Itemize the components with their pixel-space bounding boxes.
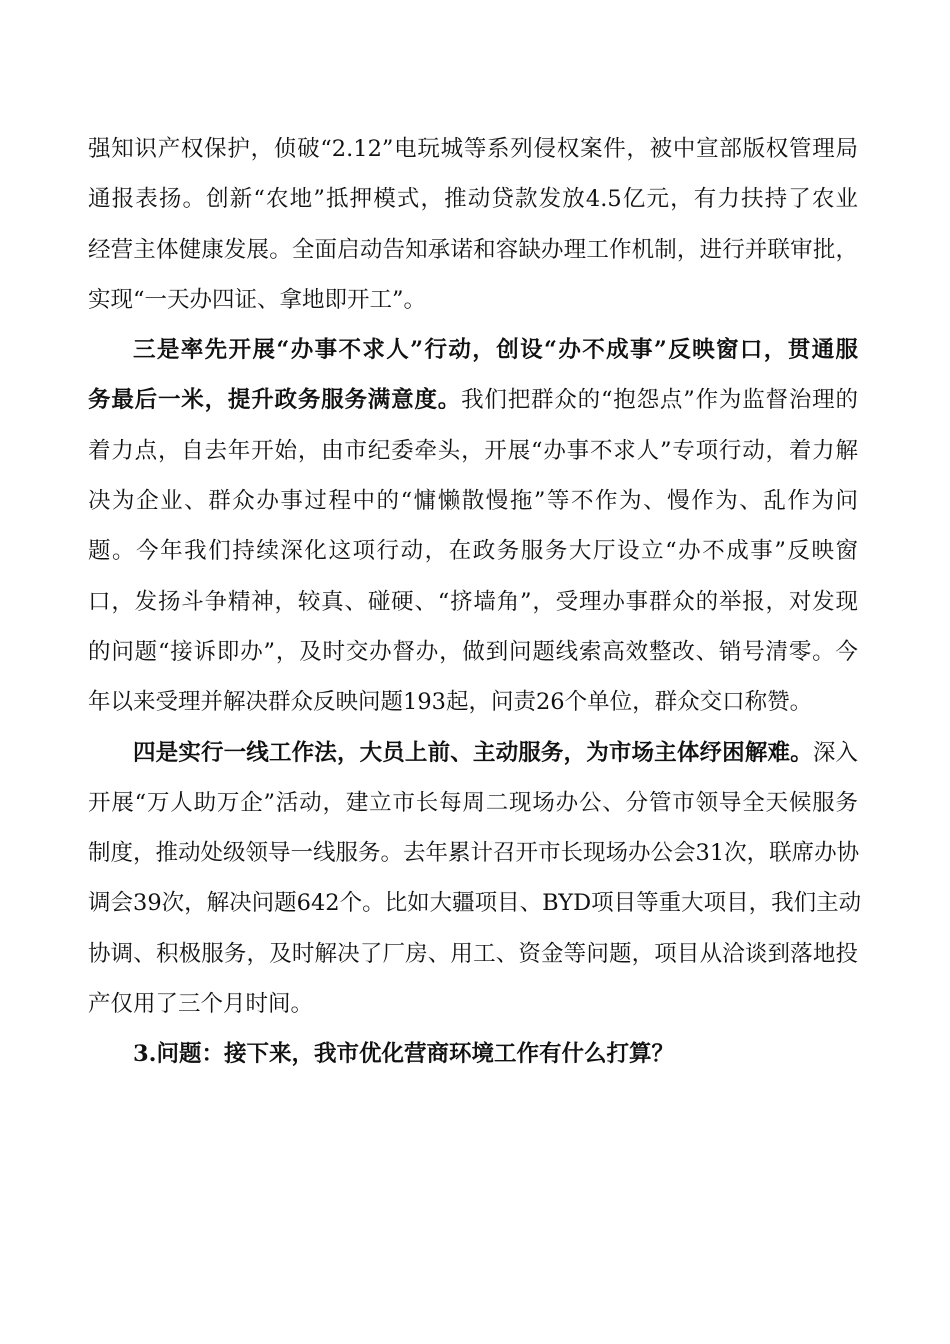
- body-text: 深入: [812, 739, 858, 766]
- text-line: 协调、积极服务，及时解决了厂房、用工、资金等问题，项目从洽谈到落地投: [88, 940, 858, 967]
- text-line: [88, 728, 858, 778]
- bold-heading-text: 三是率先开展“办事不求人”行动，创设“办不成事”反映窗口，贯通服: [133, 337, 858, 364]
- text-line: 强知识产权保护，侦破“2.12”电玩城等系列侵权案件，被中宣部版权管理局: [88, 136, 858, 162]
- text-line: 口，发扬斗争精神，较真、碰硬、“挤墙角”，受理办事群众的举报，对发现: [88, 588, 858, 615]
- text-line: 年以来受理并解决群众反映问题193起，问责26个单位，群众交口称赞。: [88, 689, 813, 716]
- text-line: 题。今年我们持续深化这项行动，在政务服务大厅设立“办不成事”反映窗: [88, 538, 858, 565]
- bold-heading-text: 3.问题：接下来，我市优化营商环境工作有什么打算？: [133, 1041, 674, 1068]
- text-line: 经营主体健康发展。全面启动告知承诺和容缺办理工作机制，进行并联审批，: [88, 236, 858, 263]
- body-text: 我们把群众的“抱怨点”作为监督治理的: [461, 387, 858, 414]
- text-line: 制度，推动处级领导一线服务。去年累计召开市长现场办公会31次，联席办协: [88, 840, 860, 867]
- text-line: 开展“万人助万企”活动，建立市长每周二现场办公、分管市领导全天候服务: [88, 789, 858, 816]
- text-line: 着力点，自去年开始，由市纪委牵头，开展“办事不求人”专项行动，着力解: [88, 437, 858, 464]
- text-line: 产仅用了三个月时间。: [88, 991, 314, 1018]
- bold-heading-text: 四是实行一线工作法，大员上前、主动服务，为市场主体纾困解难。: [133, 739, 813, 766]
- question-heading: [88, 1029, 858, 1079]
- text-line: 调会39次，解决问题642个。比如大疆项目、BYD项目等重大项目，我们主动: [88, 890, 862, 917]
- text-line: 通报表扬。创新“农地”抵押模式，推动贷款发放4.5亿元，有力扶持了农业: [88, 186, 858, 213]
- text-line: [88, 325, 858, 375]
- text-line: 决为企业、群众办事过程中的“慵懒散慢拖”等不作为、慢作为、乱作为问: [88, 488, 858, 515]
- text-line: 实现“一天办四证、拿地即开工”。: [88, 286, 427, 313]
- document-body: [88, 124, 862, 1080]
- bold-heading-text: 务最后一米，提升政务服务满意度。: [88, 387, 462, 414]
- text-line: [88, 375, 858, 425]
- text-line: 的问题“接诉即办”，及时交办督办，做到问题线索高效整改、销号清零。今: [88, 638, 858, 665]
